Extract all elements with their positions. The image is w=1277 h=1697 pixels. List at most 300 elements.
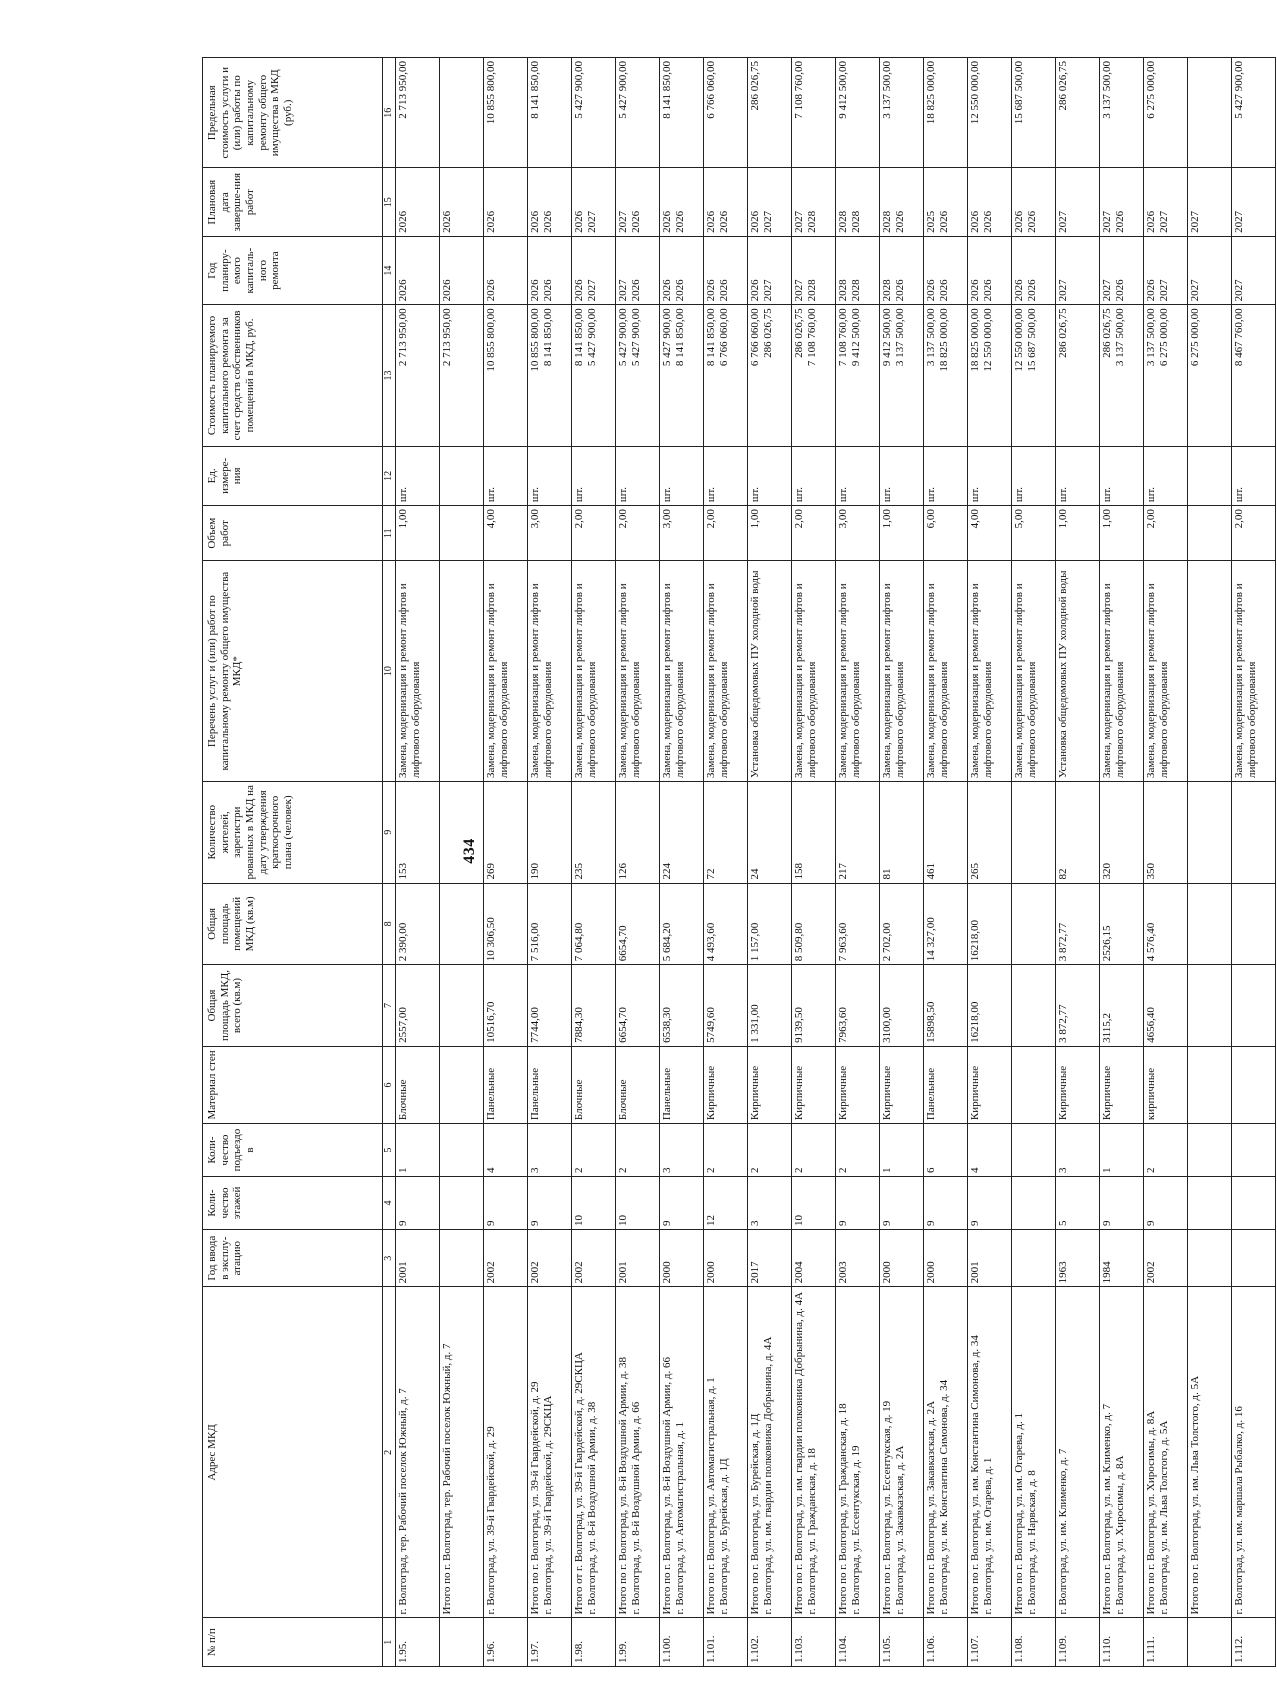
table-cell-col-9: 320 xyxy=(1100,782,1144,884)
table-cell-col-4 xyxy=(1232,1177,1276,1230)
table-cell-col-3: 2003 xyxy=(836,1230,880,1287)
table-cell-col-14: 2026 xyxy=(440,236,484,304)
header-cell: Ед. измере-ния xyxy=(203,446,383,506)
table-cell-col-5: 3 xyxy=(660,1124,704,1177)
table-cell-col-1: 1.100. xyxy=(660,1618,704,1667)
table-cell-col-13: 5 427 900,00 8 141 850,00 xyxy=(660,305,704,446)
table-cell-col-16: 5 427 900,00 xyxy=(572,58,616,169)
table-row xyxy=(748,58,792,1667)
table-cell-col-10: Замена, модернизация и ремонт лифтов и лифтового оборудования xyxy=(528,561,572,782)
table-cell-col-4: 10 xyxy=(572,1177,616,1230)
table-cell-col-13: 2 713 950,00 xyxy=(396,305,440,446)
table-cell-col-13: 3 137 500,00 6 275 000,00 xyxy=(1144,305,1188,446)
table-cell-col-14: 2027 xyxy=(1056,236,1100,304)
table-cell-col-4: 9 xyxy=(836,1177,880,1230)
table-cell-col-7 xyxy=(1232,965,1276,1047)
table-cell-col-8: 1 157,00 xyxy=(748,883,792,965)
table-cell-col-11: 4,00 xyxy=(968,506,1012,561)
table-cell-col-3 xyxy=(440,1230,484,1287)
table-cell-col-16: 2 713 950,00 xyxy=(396,58,440,169)
table-cell-col-10: Замена, модернизация и ремонт лифтов и лифтового оборудования xyxy=(880,561,924,782)
table-cell-col-10: Замена, модернизация и ремонт лифтов и лифтового оборудования xyxy=(1144,561,1188,782)
table-cell-col-8 xyxy=(1188,883,1232,965)
table-cell-col-8: 7 963,60 xyxy=(836,883,880,965)
page-number: 434 xyxy=(461,838,478,864)
table-cell-col-11: 2,00 xyxy=(1232,506,1276,561)
table-cell-col-5: 2 xyxy=(616,1124,660,1177)
table-cell-col-5: 3 xyxy=(1056,1124,1100,1177)
table-cell-col-6 xyxy=(1232,1046,1276,1123)
table-cell-col-8: 2 702,00 xyxy=(880,883,924,965)
table-cell-col-10: Замена, модернизация и ремонт лифтов и лифтового оборудования xyxy=(836,561,880,782)
table-cell-col-4 xyxy=(1012,1177,1056,1230)
table-cell-col-13: 286 026,75 xyxy=(1056,305,1100,446)
table-row xyxy=(528,58,572,1667)
table-cell-col-2: Итого по г. Волгоград, ул. им. Клименко, д. 7 г. Волгоград, ул. Хиросимы, д. 8А xyxy=(1100,1287,1144,1618)
table-cell-col-6: Кирпичные xyxy=(748,1046,792,1123)
column-number: 2 xyxy=(383,1287,396,1618)
table-cell-col-8: 5 684,20 xyxy=(660,883,704,965)
table-cell-col-5: 4 xyxy=(968,1124,1012,1177)
table-cell-col-12: шт. xyxy=(1144,446,1188,506)
table-row xyxy=(924,58,968,1667)
table-cell-col-12: шт. xyxy=(572,446,616,506)
table-cell-col-3 xyxy=(1188,1230,1232,1287)
table-cell-col-2: Итого по г. Волгоград, ул. Автомагистральная, д. 1 г. Волгоград, ул. Бурейская, д. 1Д xyxy=(704,1287,748,1618)
table-cell-col-7: 3100,00 xyxy=(880,965,924,1047)
header-cell: Стоимость планируемого капитального ремонта за счет средств собственников помещений в МКД, руб. xyxy=(203,305,383,446)
column-number: 11 xyxy=(383,506,396,561)
table-cell-col-6 xyxy=(440,1046,484,1123)
table-cell-col-6: Кирпичные xyxy=(836,1046,880,1123)
table-cell-col-11: 6,00 xyxy=(924,506,968,561)
table-cell-col-3: 2000 xyxy=(704,1230,748,1287)
table-cell-col-11: 3,00 xyxy=(836,506,880,561)
table-cell-col-15: 2027 xyxy=(1232,168,1276,236)
table-cell-col-6: Кирпичные xyxy=(968,1046,1012,1123)
table-cell-col-13: 18 825 000,00 12 550 000,00 xyxy=(968,305,1012,446)
column-number: 7 xyxy=(383,965,396,1047)
table-cell-col-7: 3115,2 xyxy=(1100,965,1144,1047)
table-cell-col-14: 2026 2027 xyxy=(1144,236,1188,304)
column-number: 13 xyxy=(383,305,396,446)
table-cell-col-14: 2026 2026 xyxy=(528,236,572,304)
table-cell-col-5: 2 xyxy=(1144,1124,1188,1177)
table-cell-col-4 xyxy=(1188,1177,1232,1230)
table-cell-col-11: 2,00 xyxy=(616,506,660,561)
header-cell: Год планиру-емого капиталь-ного ремонта xyxy=(203,236,383,304)
capital-repair-table-container xyxy=(202,57,1277,1667)
table-cell-col-14: 2026 xyxy=(396,236,440,304)
table-cell-col-15: 2026 2026 xyxy=(660,168,704,236)
table-row xyxy=(616,58,660,1667)
header-cell: Коли-чество этажей xyxy=(203,1177,383,1230)
table-row xyxy=(836,58,880,1667)
column-number: 6 xyxy=(383,1046,396,1123)
table-cell-col-8: 7 516,00 xyxy=(528,883,572,965)
table-cell-col-3: 2001 xyxy=(968,1230,1012,1287)
table-cell-col-7: 15898,50 xyxy=(924,965,968,1047)
table-cell-col-5 xyxy=(1188,1124,1232,1177)
table-cell-col-7: 7963,60 xyxy=(836,965,880,1047)
table-cell-col-2: Итого по г. Волгоград, ул. Гражданская, д. 18 г. Волгоград, ул. Ессентукская, д. 19 xyxy=(836,1287,880,1618)
table-cell-col-6: Кирпичные xyxy=(792,1046,836,1123)
table-cell-col-15: 2027 2028 xyxy=(792,168,836,236)
header-cell: Объем работ xyxy=(203,506,383,561)
table-cell-col-5 xyxy=(1012,1124,1056,1177)
table-cell-col-6: Блочные xyxy=(572,1046,616,1123)
table-cell-col-10: Замена, модернизация и ремонт лифтов и лифтового оборудования xyxy=(484,561,528,782)
table-cell-col-5: 3 xyxy=(528,1124,572,1177)
table-cell-col-9: 82 xyxy=(1056,782,1100,884)
table-cell-col-3: 2001 xyxy=(616,1230,660,1287)
table-cell-col-4: 9 xyxy=(1100,1177,1144,1230)
table-cell-col-6 xyxy=(1188,1046,1232,1123)
table-cell-col-16: 7 108 760,00 xyxy=(792,58,836,169)
table-cell-col-9 xyxy=(1188,782,1232,884)
table-cell-col-1: 1.110. xyxy=(1100,1618,1144,1667)
table-cell-col-7 xyxy=(1012,965,1056,1047)
table-cell-col-5: 6 xyxy=(924,1124,968,1177)
table-cell-col-9: 81 xyxy=(880,782,924,884)
table-row xyxy=(792,58,836,1667)
table-cell-col-5: 1 xyxy=(1100,1124,1144,1177)
table-cell-col-12: шт. xyxy=(528,446,572,506)
table-cell-col-2: г. Волгоград, тер. Рабочий поселок Южный, д. 7 xyxy=(396,1287,440,1618)
table-cell-col-4: 9 xyxy=(528,1177,572,1230)
table-cell-col-12: шт. xyxy=(616,446,660,506)
table-cell-col-11: 1,00 xyxy=(1100,506,1144,561)
table-cell-col-13: 12 550 000,00 15 687 500,00 xyxy=(1012,305,1056,446)
table-cell-col-16: 3 137 500,00 xyxy=(1100,58,1144,169)
table-cell-col-3: 1984 xyxy=(1100,1230,1144,1287)
table-cell-col-7: 6538,30 xyxy=(660,965,704,1047)
table-cell-col-7: 7744,00 xyxy=(528,965,572,1047)
table-cell-col-9: 269 xyxy=(484,782,528,884)
table-cell-col-11: 2,00 xyxy=(704,506,748,561)
table-cell-col-16 xyxy=(1188,58,1232,169)
header-cell: Адрес МКД xyxy=(203,1287,383,1618)
column-number: 3 xyxy=(383,1230,396,1287)
table-cell-col-16: 6 275 000,00 xyxy=(1144,58,1188,169)
table-cell-col-3 xyxy=(1012,1230,1056,1287)
table-cell-col-1: 1.107. xyxy=(968,1618,1012,1667)
table-row xyxy=(1056,58,1100,1667)
table-cell-col-4: 10 xyxy=(616,1177,660,1230)
table-cell-col-8 xyxy=(1232,883,1276,965)
table-cell-col-9: 153 xyxy=(396,782,440,884)
table-cell-col-12: шт. xyxy=(880,446,924,506)
table-cell-col-2: г. Волгоград, ул. 39-й Гвардейской, д. 29 xyxy=(484,1287,528,1618)
table-cell-col-5: 1 xyxy=(880,1124,924,1177)
table-cell-col-16: 15 687 500,00 xyxy=(1012,58,1056,169)
table-cell-col-12 xyxy=(1188,446,1232,506)
table-cell-col-14: 2026 2027 xyxy=(748,236,792,304)
table-cell-col-12: шт. xyxy=(704,446,748,506)
table-cell-col-8: 2526,15 xyxy=(1100,883,1144,965)
table-cell-col-9: 265 xyxy=(968,782,1012,884)
table-cell-col-13: 286 026,75 7 108 760,00 xyxy=(792,305,836,446)
table-cell-col-4: 9 xyxy=(1144,1177,1188,1230)
table-cell-col-5 xyxy=(1232,1124,1276,1177)
table-cell-col-13: 6 766 060,00 286 026,75 xyxy=(748,305,792,446)
table-cell-col-6: Кирпичные xyxy=(1100,1046,1144,1123)
table-cell-col-5 xyxy=(440,1124,484,1177)
table-cell-col-7: 6654,70 xyxy=(616,965,660,1047)
table-cell-col-11: 2,00 xyxy=(572,506,616,561)
table-cell-col-12: шт. xyxy=(1100,446,1144,506)
table-cell-col-13: 7 108 760,00 9 412 500,00 xyxy=(836,305,880,446)
table-cell-col-10: Замена, модернизация и ремонт лифтов и лифтового оборудования xyxy=(396,561,440,782)
table-cell-col-12: шт. xyxy=(968,446,1012,506)
table-row xyxy=(1012,58,1056,1667)
table-cell-col-15: 2028 2026 xyxy=(880,168,924,236)
table-cell-col-14: 2028 2026 xyxy=(880,236,924,304)
header-cell: № п/п xyxy=(203,1618,383,1667)
table-cell-col-10: Установка общедомовых ПУ холодной воды xyxy=(748,561,792,782)
table-cell-col-3: 2017 xyxy=(748,1230,792,1287)
table-cell-col-14: 2026 2026 xyxy=(1012,236,1056,304)
table-cell-col-14: 2026 2026 xyxy=(660,236,704,304)
table-cell-col-12: шт. xyxy=(396,446,440,506)
table-cell-col-9: 72 xyxy=(704,782,748,884)
table-cell-col-15: 2026 2026 xyxy=(968,168,1012,236)
table-cell-col-2: Итого по г. Волгоград, ул. им. Льва Толстого, д. 5А xyxy=(1188,1287,1232,1618)
table-cell-col-1: 1.96. xyxy=(484,1618,528,1667)
column-number: 10 xyxy=(383,561,396,782)
table-cell-col-2: Итого по г. Волгоград, ул. 8-й Воздушной Армии, д. 66 г. Волгоград, ул. Автомагистральная, д. 1 xyxy=(660,1287,704,1618)
table-cell-col-7 xyxy=(1188,965,1232,1047)
table-cell-col-12: шт. xyxy=(792,446,836,506)
table-cell-col-11: 3,00 xyxy=(660,506,704,561)
table-row xyxy=(1100,58,1144,1667)
table-cell-col-11 xyxy=(440,506,484,561)
header-cell: Перечень услуг и (или) работ по капитальному ремонту общего имущества МКД* xyxy=(203,561,383,782)
table-cell-col-12: шт. xyxy=(484,446,528,506)
column-number: 8 xyxy=(383,883,396,965)
table-cell-col-8: 16218,00 xyxy=(968,883,1012,965)
table-cell-col-8: 6654,70 xyxy=(616,883,660,965)
table-row xyxy=(572,58,616,1667)
table-cell-col-9: 190 xyxy=(528,782,572,884)
table-cell-col-15: 2026 xyxy=(484,168,528,236)
table-row xyxy=(704,58,748,1667)
table-cell-col-4: 12 xyxy=(704,1177,748,1230)
table-cell-col-5: 1 xyxy=(396,1124,440,1177)
table-row xyxy=(1144,58,1188,1667)
header-cell: Общая площадь помещений МКД (кв.м) xyxy=(203,883,383,965)
table-cell-col-5: 4 xyxy=(484,1124,528,1177)
table-cell-col-10: Замена, модернизация и ремонт лифтов и лифтового оборудования xyxy=(1012,561,1056,782)
table-cell-col-8: 8 509,80 xyxy=(792,883,836,965)
table-cell-col-4: 9 xyxy=(880,1177,924,1230)
column-number: 4 xyxy=(383,1177,396,1230)
table-cell-col-10: Замена, модернизация и ремонт лифтов и лифтового оборудования xyxy=(704,561,748,782)
table-cell-col-16: 8 141 850,00 xyxy=(660,58,704,169)
table-cell-col-6 xyxy=(1012,1046,1056,1123)
table-cell-col-13: 5 427 900,00 5 427 900,00 xyxy=(616,305,660,446)
table-cell-col-13: 286 026,75 3 137 500,00 xyxy=(1100,305,1144,446)
table-cell-col-2: Итого по г. Волгоград, ул. Ессентукская, д. 19 г. Волгоград, ул. Закавказская, д. 2А xyxy=(880,1287,924,1618)
table-cell-col-14: 2027 xyxy=(1232,236,1276,304)
table-row xyxy=(968,58,1012,1667)
table-cell-col-3: 2002 xyxy=(572,1230,616,1287)
table-cell-col-5: 2 xyxy=(836,1124,880,1177)
table-cell-col-1: 1.97. xyxy=(528,1618,572,1667)
table-cell-col-10: Замена, модернизация и ремонт лифтов и лифтового оборудования xyxy=(660,561,704,782)
table-cell-col-8 xyxy=(1012,883,1056,965)
table-cell-col-1: 1.105. xyxy=(880,1618,924,1667)
table-cell-col-14: 2028 2028 xyxy=(836,236,880,304)
table-cell-col-2: г. Волгоград, ул. им. маршала Рыбалко, д. 16 xyxy=(1232,1287,1276,1618)
table-cell-col-16: 5 427 900,00 xyxy=(616,58,660,169)
table-cell-col-15: 2026 xyxy=(440,168,484,236)
table-cell-col-9: 24 xyxy=(748,782,792,884)
table-cell-col-1 xyxy=(1188,1618,1232,1667)
table-cell-col-5: 2 xyxy=(792,1124,836,1177)
header-row xyxy=(203,58,383,1667)
table-cell-col-16: 3 137 500,00 xyxy=(880,58,924,169)
table-cell-col-6: Блочные xyxy=(396,1046,440,1123)
table-cell-col-5: 2 xyxy=(704,1124,748,1177)
table-cell-col-4 xyxy=(440,1177,484,1230)
table-cell-col-1: 1.103. xyxy=(792,1618,836,1667)
table-cell-col-16: 18 825 000,00 xyxy=(924,58,968,169)
table-cell-col-8: 3 872,77 xyxy=(1056,883,1100,965)
column-number: 1 xyxy=(383,1618,396,1667)
table-cell-col-2: Итого от г. Волгоград, ул. 39-й Гвардейской, д. 29СКЦА г. Волгоград, ул. 8-й Воздушной Армии, д. 38 xyxy=(572,1287,616,1618)
table-cell-col-15: 2026 2026 xyxy=(704,168,748,236)
table-cell-col-6: Кирпичные xyxy=(1056,1046,1100,1123)
table-cell-col-14: 2026 2026 xyxy=(968,236,1012,304)
table-cell-col-12: шт. xyxy=(1232,446,1276,506)
table-cell-col-14: 2027 2026 xyxy=(616,236,660,304)
table-cell-col-12: шт. xyxy=(836,446,880,506)
table-cell-col-16: 5 427 900,00 xyxy=(1232,58,1276,169)
table-cell-col-8: 10 306,50 xyxy=(484,883,528,965)
table-cell-col-2: Итого по г. Волгоград, тер. Рабочий поселок Южный, д. 7 xyxy=(440,1287,484,1618)
table-cell-col-15: 2027 xyxy=(1056,168,1100,236)
header-cell: Общая площадь МКД, всего (кв.м) xyxy=(203,965,383,1047)
table-cell-col-13: 8 467 760,00 xyxy=(1232,305,1276,446)
table-cell-col-15: 2025 2026 xyxy=(924,168,968,236)
table-cell-col-9 xyxy=(1232,782,1276,884)
table-cell-col-16: 286 026,75 xyxy=(748,58,792,169)
table-cell-col-1 xyxy=(440,1618,484,1667)
column-number-row xyxy=(383,58,396,1667)
table-cell-col-6: Блочные xyxy=(616,1046,660,1123)
header-cell: Материал стен xyxy=(203,1046,383,1123)
table-row xyxy=(660,58,704,1667)
table-cell-col-10: Замена, модернизация и ремонт лифтов и лифтового оборудования xyxy=(968,561,1012,782)
table-cell-col-10 xyxy=(1188,561,1232,782)
table-cell-col-9: 235 xyxy=(572,782,616,884)
table-cell-col-11: 1,00 xyxy=(1056,506,1100,561)
table-cell-col-4: 10 xyxy=(792,1177,836,1230)
table-cell-col-15: 2026 2027 xyxy=(1144,168,1188,236)
table-cell-col-10: Замена, модернизация и ремонт лифтов и лифтового оборудования xyxy=(1100,561,1144,782)
table-cell-col-12: шт. xyxy=(924,446,968,506)
table-cell-col-8 xyxy=(440,883,484,965)
table-row xyxy=(880,58,924,1667)
capital-repair-table xyxy=(202,57,1276,1667)
table-cell-col-7: 9139,50 xyxy=(792,965,836,1047)
table-cell-col-14: 2027 xyxy=(1188,236,1232,304)
table-cell-col-15: 2026 2027 xyxy=(748,168,792,236)
table-cell-col-10: Замена, модернизация и ремонт лифтов и лифтового оборудования xyxy=(616,561,660,782)
table-cell-col-1: 1.99. xyxy=(616,1618,660,1667)
table-cell-col-14: 2026 xyxy=(484,236,528,304)
table-cell-col-16: 6 766 060,00 xyxy=(704,58,748,169)
table-cell-col-16: 12 550 000,00 xyxy=(968,58,1012,169)
table-cell-col-1: 1.104. xyxy=(836,1618,880,1667)
table-row xyxy=(484,58,528,1667)
table-cell-col-14: 2026 2026 xyxy=(704,236,748,304)
table-cell-col-11: 1,00 xyxy=(396,506,440,561)
table-cell-col-4: 3 xyxy=(748,1177,792,1230)
table-cell-col-7: 5749,60 xyxy=(704,965,748,1047)
table-cell-col-7: 10516,70 xyxy=(484,965,528,1047)
table-cell-col-15: 2026 2026 xyxy=(1012,168,1056,236)
table-cell-col-10: Замена, модернизация и ремонт лифтов и лифтового оборудования xyxy=(924,561,968,782)
table-cell-col-2: Итого по г. Волгоград, ул. им. Константина Симонова, д. 34 г. Волгоград, ул. им. Огарева, д. 1 xyxy=(968,1287,1012,1618)
table-cell-col-7: 2557,00 xyxy=(396,965,440,1047)
table-cell-col-15: 2027 2026 xyxy=(1100,168,1144,236)
table-cell-col-13: 8 141 850,00 5 427 900,00 xyxy=(572,305,616,446)
table-cell-col-4: 5 xyxy=(1056,1177,1100,1230)
table-cell-col-16: 286 026,75 xyxy=(1056,58,1100,169)
table-cell-col-11: 2,00 xyxy=(792,506,836,561)
table-cell-col-9: 158 xyxy=(792,782,836,884)
table-cell-col-7: 1 331,00 xyxy=(748,965,792,1047)
table-cell-col-11: 1,00 xyxy=(748,506,792,561)
table-cell-col-15: 2027 xyxy=(1188,168,1232,236)
table-cell-col-1: 1.98. xyxy=(572,1618,616,1667)
column-number: 12 xyxy=(383,446,396,506)
table-cell-col-3: 2002 xyxy=(1144,1230,1188,1287)
table-cell-col-7: 4656,40 xyxy=(1144,965,1188,1047)
table-cell-col-1: 1.109. xyxy=(1056,1618,1100,1667)
table-cell-col-10: Замена, модернизация и ремонт лифтов и лифтового оборудования xyxy=(792,561,836,782)
table-cell-col-9: 350 xyxy=(1144,782,1188,884)
table-cell-col-1: 1.106. xyxy=(924,1618,968,1667)
table-cell-col-13: 2 713 950,00 xyxy=(440,305,484,446)
column-number: 16 xyxy=(383,58,396,169)
table-cell-col-15: 2026 xyxy=(396,168,440,236)
table-cell-col-14: 2027 2028 xyxy=(792,236,836,304)
table-cell-col-2: Итого по г. Волгоград, ул. Хиросимы, д. 8А г. Волгоград, ул. им. Льва Толстого, д. 5А xyxy=(1144,1287,1188,1618)
table-cell-col-11: 1,00 xyxy=(880,506,924,561)
table-cell-col-15: 2026 2027 xyxy=(572,168,616,236)
table-cell-col-4: 9 xyxy=(660,1177,704,1230)
table-row xyxy=(1232,58,1276,1667)
table-cell-col-3: 2000 xyxy=(880,1230,924,1287)
table-cell-col-2: Итого по г. Волгоград, ул. им. гвардии полковника Добрынина, д. 4А г. Волгоград, ул. Гражданская, д. 18 xyxy=(792,1287,836,1618)
table-cell-col-4: 9 xyxy=(924,1177,968,1230)
header-cell: Плановая дата заверше-ния работ xyxy=(203,168,383,236)
table-cell-col-5: 2 xyxy=(572,1124,616,1177)
table-cell-col-1: 1.111. xyxy=(1144,1618,1188,1667)
table-cell-col-3: 2004 xyxy=(792,1230,836,1287)
table-cell-col-13: 3 137 500,00 18 825 000,00 xyxy=(924,305,968,446)
table-cell-col-16: 9 412 500,00 xyxy=(836,58,880,169)
column-number: 9 xyxy=(383,782,396,884)
column-number: 14 xyxy=(383,236,396,304)
table-cell-col-13: 10 855 800,00 8 141 850,00 xyxy=(528,305,572,446)
table-cell-col-2: Итого по г. Волгоград, ул. им. Огарева, д. 1 г. Волгоград, ул. Нарвская, д. 8 xyxy=(1012,1287,1056,1618)
table-cell-col-7: 3 872,77 xyxy=(1056,965,1100,1047)
table-cell-col-15: 2027 2026 xyxy=(616,168,660,236)
